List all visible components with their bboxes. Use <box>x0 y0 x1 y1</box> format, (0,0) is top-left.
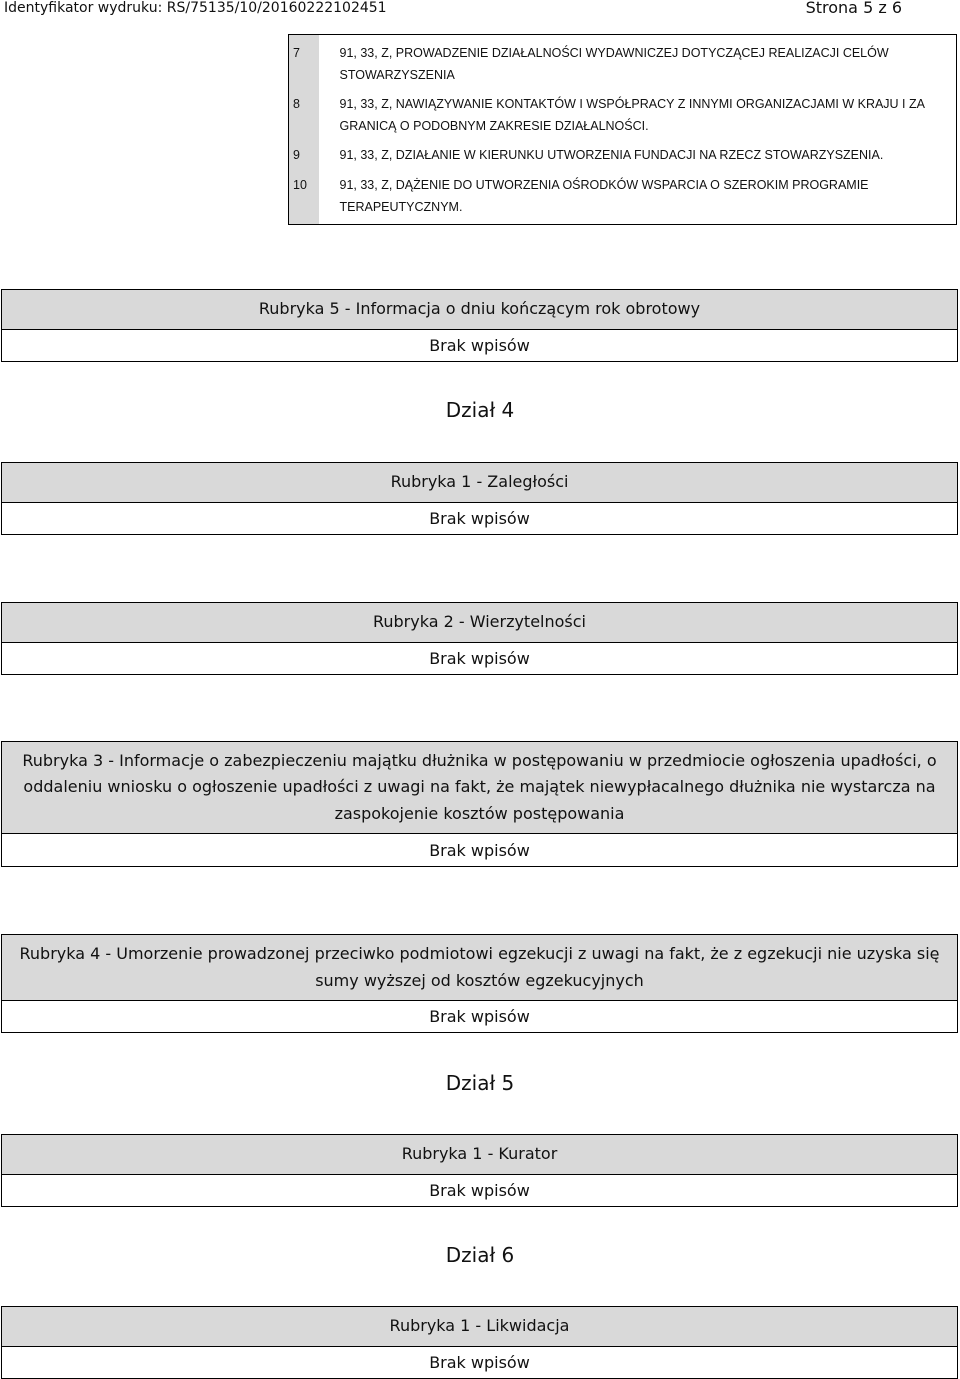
dzial-5-rubryka-1-title: Rubryka 1 - Kurator <box>2 1135 957 1175</box>
dzial-4-rubryka-3-title: Rubryka 3 - Informacje o zabezpieczeniu majątku dłużnika w postępowaniu w przedmiocie ogłoszenia upadłości, o oddaleniu wniosku o ogłoszenie upadłości z uwagi na fakt, że majątek niewypłacalnego dłużnika nie wystarcza na zaspokojenie kosztów postępowania <box>2 742 957 834</box>
print-identifier: Identyfikator wydruku: RS/75135/10/20160222102451 <box>4 0 387 16</box>
table-row <box>289 137 957 167</box>
row-number: 7 <box>289 35 319 87</box>
dzial-4-rubryka-1-section <box>1 462 958 535</box>
dzial-6-rubryka-1-title: Rubryka 1 - Likwidacja <box>2 1307 957 1347</box>
dzial-5-rubryka-1-section <box>1 1134 958 1207</box>
rubryka-5-title: Rubryka 5 - Informacja o dniu kończącym rok obrotowy <box>2 290 957 330</box>
row-text: 91, 33, Z, DZIAŁANIE W KIERUNKU UTWORZENIA FUNDACJI NA RZECZ STOWARZYSZENIA. <box>339 148 884 162</box>
empty-entry: Brak wpisów <box>429 336 530 355</box>
empty-entry: Brak wpisów <box>429 509 530 528</box>
row-number: 8 <box>289 86 319 137</box>
dzial-4-rubryka-1-title: Rubryka 1 - Zaległości <box>2 463 957 503</box>
rubryka-5-section <box>1 289 958 362</box>
row-text: 91, 33, Z, PROWADZENIE DZIAŁALNOŚCI WYDAWNICZEJ DOTYCZĄCEJ REALIZACJI CELÓW STOWARZYSZENIA <box>339 46 889 82</box>
dzial-4-rubryka-2-section <box>1 602 958 675</box>
row-text: 91, 33, Z, DĄŻENIE DO UTWORZENIA OŚRODKÓW WSPARCIA O SZEROKIM PROGRAMIE TERAPEUTYCZNYM. <box>339 178 869 214</box>
row-number: 10 <box>289 167 319 224</box>
objectives-table <box>288 34 957 225</box>
row-text: 91, 33, Z, NAWIĄZYWANIE KONTAKTÓW I WSPÓŁPRACY Z INNYMI ORGANIZACJAMI W KRAJU I ZA GRANICĄ O PODOBNYM ZAKRESIE DZIAŁALNOŚCI. <box>339 97 925 133</box>
empty-entry: Brak wpisów <box>429 1007 530 1026</box>
dzial-4-rubryka-2-title: Rubryka 2 - Wierzytelności <box>2 603 957 643</box>
dzial-4-rubryka-4-title: Rubryka 4 - Umorzenie prowadzonej przeciwko podmiotowi egzekucji z uwagi na fakt, że z egzekucji nie uzyska się sumy wyższej od kosztów egzekucyjnych <box>2 935 957 1001</box>
dzial-4-rubryka-3-section <box>1 741 958 867</box>
table-row <box>289 86 957 137</box>
dzial-5-heading: Dział 5 <box>445 1071 515 1095</box>
page-number: Strona 5 z 6 <box>805 0 902 17</box>
dzial-4-heading: Dział 4 <box>445 398 515 422</box>
dzial-6-heading: Dział 6 <box>445 1243 515 1267</box>
dzial-6-rubryka-1-section <box>1 1306 958 1379</box>
dzial-4-rubryka-4-section <box>1 934 958 1033</box>
empty-entry: Brak wpisów <box>429 840 530 860</box>
empty-entry: Brak wpisów <box>429 649 530 668</box>
table-row <box>289 35 957 87</box>
row-number: 9 <box>289 137 319 167</box>
table-row <box>289 167 957 224</box>
empty-entry: Brak wpisów <box>429 1181 530 1200</box>
empty-entry: Brak wpisów <box>429 1353 530 1372</box>
